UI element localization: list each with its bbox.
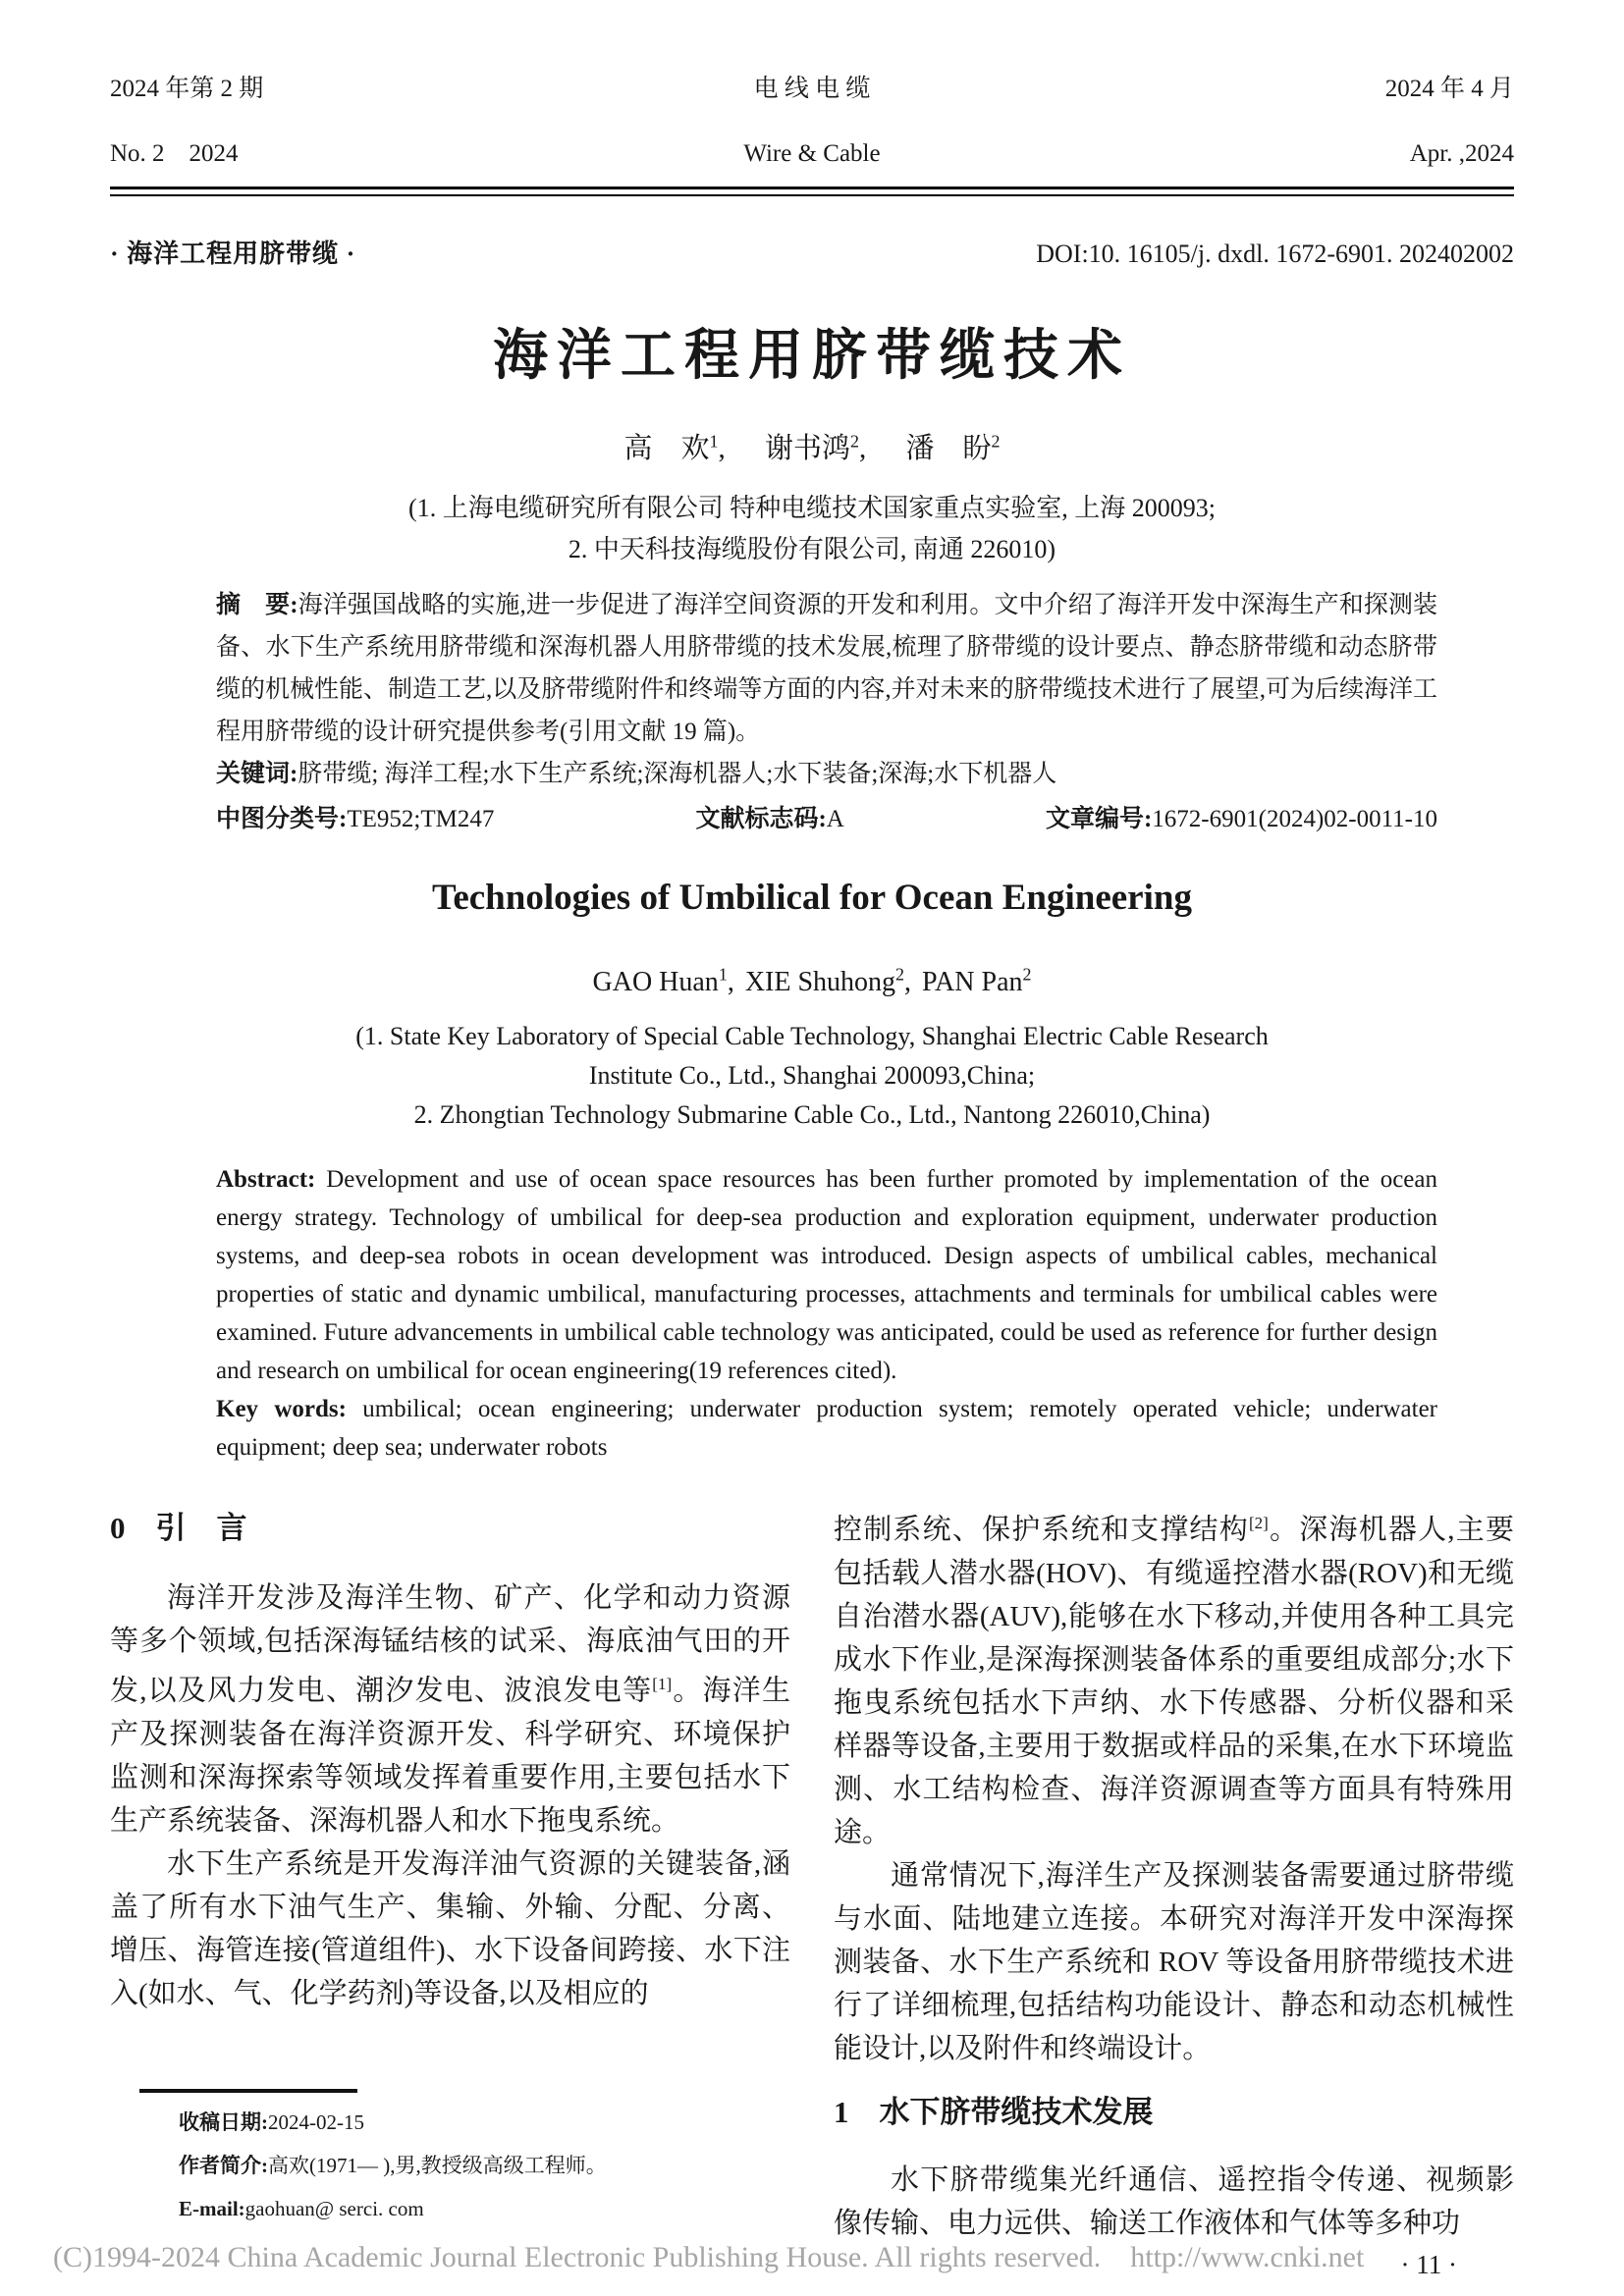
page-number: · 11 · <box>1400 2249 1457 2279</box>
author-bio-value: 高欢(1971— ),男,教授级高级工程师。 <box>268 2153 607 2177</box>
paragraph-text: 。海洋生产及探测装备在海洋资源开发、科学研究、环境保护监测和深海探索等领域发挥着重要作用,主要包括水下生产系统装备、深海机器人和水下拖曳系统。 <box>110 1675 790 1837</box>
keywords-cn-label: 关键词: <box>216 760 298 787</box>
issue-date <box>1190 73 1514 171</box>
intro-paragraph-2: 水下生产系统是开发海洋油气资源的关键装备,涵盖了所有水下油气生产、集输、外输、分配、分离、增压、海管连接(管道组件)、水下设备间跨接、水下注入(如水、气、化学药剂)等设备,以及相应的 <box>110 1847 790 2009</box>
journal-title-en: Wire & Cable <box>743 140 881 167</box>
abstract-cn-label: 摘 要: <box>216 591 298 618</box>
section-0-heading: 0 引 言 <box>110 1510 247 1545</box>
document-code <box>695 798 843 840</box>
author-name: GAO Huan <box>592 966 719 997</box>
header-rule <box>110 187 1514 196</box>
keywords-en <box>216 1390 1437 1467</box>
classification-row <box>216 798 1437 840</box>
affiliation-en <box>110 1017 1514 1135</box>
journal-title <box>434 73 1190 171</box>
paragraph-text: 。深海机器人,主要包括载人潜水器(HOV)、有缆遥控潜水器(ROV)和无缆自治潜水器(AUV),能够在水下移动,并使用各种工具完成水下作业,是深海探测装备体系的重要组成部分;水下拖曳系统包括水下声纳、水下传感器、分析仪器和采样器等设备,主要用于数据或样品的采集,在水下环境监测、水工结构检查、海洋资源调查等方面具有特殊用途。 <box>834 1514 1514 1848</box>
keywords-cn-text: 脐带缆; 海洋工程;水下生产系统;深海机器人;水下装备;深海;水下机器人 <box>298 760 1057 787</box>
column-category: · 海洋工程用脐带缆 · <box>110 240 356 268</box>
copyright-footer: (C)1994-2024 China Academic Journal Electronic Publishing House. All rights reserved. http://www.cnki.net <box>53 2241 1365 2273</box>
intro-paragraph-3 <box>834 1502 1514 1854</box>
author-cn-2 <box>765 433 894 464</box>
reference-1: [1] <box>652 1674 673 1693</box>
article-title-cn: 海洋工程用脐带缆技术 <box>493 326 1131 387</box>
author-affil-marker: 2 <box>991 431 1001 451</box>
author-affil-marker: 2 <box>895 964 905 985</box>
keywords-en-label: Key words: <box>216 1395 347 1422</box>
author-en-3 <box>922 964 1032 997</box>
received-date <box>110 2101 790 2144</box>
article-title-en: Technologies of Umbilical for Ocean Engineering <box>432 877 1192 918</box>
reference-2: [2] <box>1248 1513 1269 1532</box>
author-name: 谢书鸿 <box>764 432 850 464</box>
author-separator: , <box>718 432 754 464</box>
intro-paragraph-1 <box>110 1576 790 1842</box>
issue-info <box>110 73 434 171</box>
article-number <box>1046 798 1437 840</box>
affiliation-cn <box>110 488 1514 570</box>
author-separator: , <box>904 966 919 997</box>
received-date-label: 收稿日期: <box>179 2109 268 2134</box>
abstract-en-label: Abstract: <box>216 1165 316 1193</box>
author-cn-1 <box>623 433 753 464</box>
abstract-cn <box>216 584 1437 753</box>
clc-label: 中图分类号: <box>216 805 348 832</box>
left-column <box>110 1502 790 2230</box>
issue-date-en: Apr. ,2024 <box>1409 140 1514 167</box>
doc-code-value: A <box>826 805 844 832</box>
footnote-rule <box>139 2089 357 2093</box>
right-column <box>834 1502 1514 2279</box>
received-date-value: 2024-02-15 <box>268 2109 364 2134</box>
article-no-label: 文章编号: <box>1045 805 1153 832</box>
doc-code-label: 文献标志码: <box>695 805 827 832</box>
author-name: XIE Shuhong <box>744 966 896 997</box>
affiliation-en-line3: 2. Zhongtian Technology Submarine Cable Co., Ltd., Nantong 226010,China) <box>413 1099 1211 1129</box>
issue-number-en: No. 2 2024 <box>110 140 239 167</box>
author-name: 潘 盼 <box>905 432 992 464</box>
author-affil-marker: 1 <box>718 964 728 985</box>
section-1-paragraph-1: 水下脐带缆集光纤通信、遥控指令传递、视频影像传输、电力远供、输送工作液体和气体等多种功 <box>834 2163 1514 2239</box>
author-separator: , <box>859 432 895 464</box>
author-en-1 <box>592 964 741 997</box>
meta-row <box>110 234 1514 270</box>
journal-title-cn: 电 线 电 缆 <box>753 76 871 102</box>
abstract-en-text: Development and use of ocean space resources has been further promoted by implementation of the ocean energy strategy. Technology of umbilical for deep-sea production and exploration equipment, underwater production systems, and deep-sea robots in ocean development was introduced. Design aspects of umbilical cables, mechanical properties of static and dynamic umbilical, manufacturing processes, attachments and terminals for umbilical cables were examined. Future advancements in umbilical cable technology was anticipated, could be used as reference for further design and research on umbilical for ocean engineering(19 references cited). <box>216 1165 1437 1384</box>
affiliation-cn-line1: (1. 上海电缆研究所有限公司 特种电缆技术国家重点实验室, 上海 200093; <box>408 493 1216 522</box>
author-affil-marker: 1 <box>709 431 719 451</box>
author-en-2 <box>744 964 919 997</box>
keywords-en-text: umbilical; ocean engineering; underwater production system; remotely operated vehicle; underwater equipment; deep sea; underwater robots <box>216 1395 1437 1461</box>
author-affil-marker: 2 <box>850 431 859 451</box>
paragraph-text: 控制系统、保护系统和支撑结构 <box>834 1514 1249 1546</box>
affiliation-en-line1: (1. State Key Laboratory of Special Cable Technology, Shanghai Electric Cable Research <box>355 1021 1269 1050</box>
author-name: PAN Pan <box>922 966 1023 997</box>
abstract-cn-text: 海洋强国战略的实施,进一步促进了海洋空间资源的开发和利用。文中介绍了海洋开发中深海生产和探测装备、水下生产系统用脐带缆和深海机器人用脐带缆的技术发展,梳理了脐带缆的设计要点、静态脐带缆和动态脐带缆的机械性能、制造工艺,以及脐带缆附件和终端等方面的内容,并对未来的脐带缆技术进行了展望,可为后续海洋工程用脐带缆的设计研究提供参考(引用文献 19 篇)。 <box>216 591 1437 745</box>
clc-number <box>216 798 494 840</box>
authors-en <box>110 956 1514 1001</box>
author-bio-label: 作者简介: <box>179 2153 268 2177</box>
abstract-en <box>216 1160 1437 1390</box>
author-name: 高 欢 <box>623 432 710 464</box>
authors-cn <box>110 421 1514 468</box>
issue-date-cn: 2024 年 4 月 <box>1384 76 1514 102</box>
author-affil-marker: 2 <box>1022 964 1032 985</box>
intro-paragraph-4: 通常情况下,海洋生产及探测装备需要通过脐带缆与水面、陆地建立连接。本研究对海洋开发中深海探测装备、水下生产系统和 ROV 等设备用脐带缆技术进行了详细梳理,包括结构功能设计、静态和动态机械性能设计,以及附件和终端设计。 <box>834 1859 1514 2064</box>
section-1-heading: 1 水下脐带缆技术发展 <box>834 2094 1154 2129</box>
author-email-value: gaohuan@ serci. com <box>244 2196 424 2220</box>
author-email-label: E-mail: <box>179 2196 245 2220</box>
article-no-value: 1672-6901(2024)02-0011-10 <box>1152 805 1437 832</box>
author-cn-3 <box>906 433 1001 464</box>
issue-number-cn: 2024 年第 2 期 <box>110 76 264 102</box>
doi: DOI:10. 16105/j. dxdl. 1672-6901. 202402002 <box>1036 240 1514 268</box>
author-bio <box>110 2144 790 2187</box>
affiliation-cn-line2: 2. 中天科技海缆股份有限公司, 南通 226010) <box>568 534 1056 563</box>
author-separator: , <box>727 966 741 997</box>
page-header <box>110 73 1514 171</box>
first-page-footnote <box>110 2089 790 2230</box>
keywords-cn <box>216 753 1437 795</box>
author-email <box>110 2187 790 2230</box>
clc-value: TE952;TM247 <box>347 805 495 832</box>
paragraph-text: 海洋开发涉及海洋生物、矿产、化学和动力资源等多个领域,包括深海锰结核的试采、海底油气田的开发,以及风力发电、潮汐发电、波浪发电等 <box>110 1581 790 1707</box>
affiliation-en-line2: Institute Co., Ltd., Shanghai 200093,China; <box>588 1060 1036 1090</box>
